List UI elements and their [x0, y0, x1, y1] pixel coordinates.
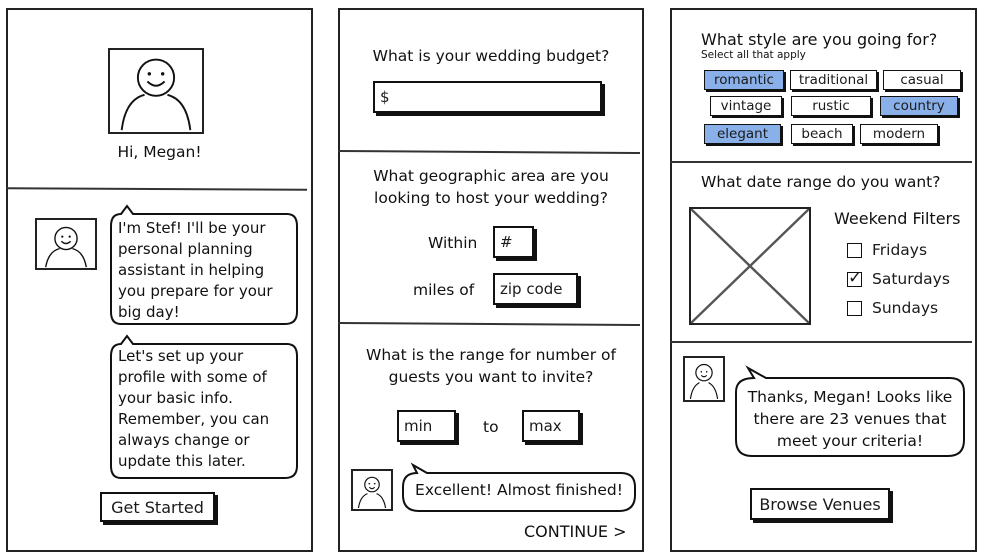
- profile-intro-screen: [6, 8, 313, 552]
- section-divider: [670, 341, 972, 343]
- browse-venues-button[interactable]: Browse Venues: [750, 488, 890, 520]
- assistant-results-bubble: [732, 366, 968, 460]
- assistant-profile-bubble: [107, 334, 301, 482]
- section-divider: [670, 161, 972, 163]
- style-tag-modern[interactable]: modern: [860, 124, 938, 144]
- style-tag-country[interactable]: country: [880, 96, 958, 116]
- fridays-label: Fridays: [872, 241, 928, 259]
- assistant-intro-bubble: [107, 204, 301, 328]
- saturdays-checkbox[interactable]: [847, 272, 862, 287]
- sundays-label: Sundays: [872, 299, 939, 317]
- get-started-button[interactable]: Get Started: [100, 492, 215, 522]
- style-tag-beach[interactable]: beach: [791, 124, 853, 144]
- saturdays-label: Saturdays: [872, 270, 950, 288]
- date-question: What date range do you want?: [701, 173, 941, 191]
- section-divider: [6, 187, 307, 191]
- area-question: What geographic area are you looking to host your wedding?: [373, 167, 609, 207]
- assistant-results-text: Thanks, Megan! Looks like there are 23 venues that meet your criteria!: [747, 388, 953, 450]
- to-label: to: [483, 418, 499, 436]
- budget-input[interactable]: $: [373, 81, 602, 113]
- sundays-checkbox[interactable]: [847, 301, 862, 316]
- fridays-checkbox[interactable]: [847, 243, 862, 258]
- min-guests-input[interactable]: min: [397, 410, 456, 442]
- within-label: Within: [428, 234, 478, 252]
- section-divider: [338, 322, 640, 326]
- max-guests-input[interactable]: max: [522, 410, 580, 442]
- assistant-avatar: [35, 218, 97, 270]
- assistant-avatar-icon: [685, 358, 723, 400]
- greeting-text: Hi, Megan!: [117, 143, 202, 161]
- style-tag-casual[interactable]: casual: [883, 70, 961, 90]
- filter-saturdays[interactable]: [847, 270, 950, 288]
- zip-code-input[interactable]: zip code: [493, 273, 578, 305]
- guests-question: What is the range for number of guests you want to invite?: [366, 346, 616, 386]
- preferences-screen: [338, 8, 644, 552]
- filter-sundays[interactable]: [847, 299, 938, 317]
- style-tag-elegant[interactable]: elegant: [704, 124, 781, 144]
- weekend-filters-title: Weekend Filters: [834, 209, 961, 228]
- budget-question: What is your wedding budget?: [372, 47, 610, 65]
- continue-link[interactable]: CONTINUE >: [524, 522, 627, 541]
- image-placeholder-icon: [691, 209, 809, 323]
- filter-fridays[interactable]: [847, 241, 927, 259]
- assistant-avatar: [683, 356, 725, 402]
- assistant-intro-text: I'm Stef! I'll be your personal planning assistant in helping you prepare for your big day!: [118, 219, 273, 321]
- assistant-avatar-icon: [353, 471, 391, 509]
- assistant-profile-text: Let's set up your profile with some of your basic info. Remember, you can always change or update this later.: [118, 347, 270, 470]
- user-avatar-icon: [110, 50, 202, 132]
- style-date-screen: [670, 8, 977, 552]
- calendar-placeholder-image: [689, 207, 811, 325]
- miles-of-label: miles of: [413, 281, 475, 299]
- distance-input[interactable]: #: [493, 226, 534, 258]
- assistant-almost-bubble: [399, 463, 639, 515]
- style-hint: Select all that apply: [701, 49, 806, 61]
- user-avatar: [108, 48, 204, 134]
- style-tag-rustic[interactable]: rustic: [791, 96, 871, 116]
- section-divider: [338, 150, 640, 154]
- style-tag-vintage[interactable]: vintage: [710, 96, 782, 116]
- assistant-almost-text: Excellent! Almost finished!: [415, 481, 623, 499]
- assistant-avatar-icon: [37, 220, 95, 268]
- assistant-avatar: [351, 469, 393, 511]
- style-tag-traditional[interactable]: traditional: [790, 70, 877, 90]
- style-question: What style are you going for?: [701, 30, 938, 49]
- style-tag-romantic[interactable]: romantic: [704, 70, 784, 90]
